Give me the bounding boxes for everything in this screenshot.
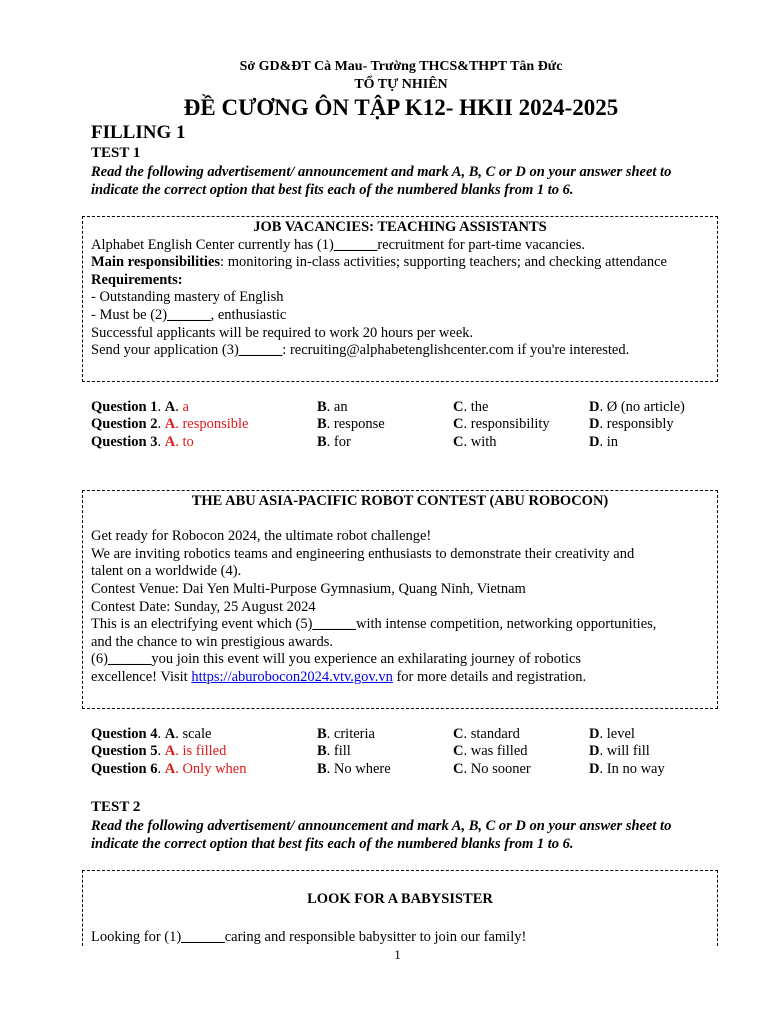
box-line: Send your application (3)______: recruiting@alphabetenglishcenter.com if you're interested. <box>91 342 630 359</box>
questions-4-6 <box>91 726 731 778</box>
box-line: (6)______you join this event will you experience an exhilarating journey of robotics <box>91 651 582 668</box>
box-line: Requirements: <box>91 271 183 288</box>
box-line: Looking for (1)______caring and responsible babysitter to join our family! <box>91 928 527 945</box>
box-line: Alphabet English Center currently has (1)______recruitment for part-time vacancies. <box>91 236 586 253</box>
box-line: This is an electrifying event which (5)______with intense competition, networking opportunities, <box>91 616 657 633</box>
page-number: 1 <box>394 947 401 962</box>
box-line: Contest Date: Sunday, 25 August 2024 <box>91 598 316 615</box>
robocon-box <box>82 490 718 709</box>
question-row: Question 6. A. Only when B. No where C. No sooner D. In no way <box>91 760 665 777</box>
box-title: THE ABU ASIA-PACIFIC ROBOT CONTEST (ABU ROBOCON) <box>191 493 609 509</box>
section-title: FILLING 1 <box>91 122 186 143</box>
box-title: LOOK FOR A BABYSISTER <box>307 891 493 907</box>
registration-link[interactable]: https://aburobocon2024.vtv.gov.vn <box>191 668 393 685</box>
babysitter-box <box>82 870 718 946</box>
box-title: JOB VACANCIES: TEACHING ASSISTANTS <box>253 219 547 235</box>
box-line: - Must be (2)______, enthusiastic <box>91 306 287 323</box>
question-row: Question 4. A. scale B. criteria C. standard D. level <box>91 726 635 742</box>
box-line: excellence! Visit https://aburobocon2024.vtv.gov.vn for more details and registration. <box>91 668 587 685</box>
box-line: talent on a worldwide (4). <box>91 563 242 580</box>
document-title: ĐỀ CƯƠNG ÔN TẬP K12- HKII 2024-2025 <box>183 95 619 120</box>
job-vacancies-box <box>82 216 718 382</box>
test1-instruction: Read the following advertisement/ announcement and mark A, B, C or D on your answer sheet to indicate the correct option that best fits each of the numbered blanks from 1 to 6. <box>91 164 672 198</box>
test2-instruction: Read the following advertisement/ announcement and mark A, B, C or D on your answer sheet to indicate the correct option that best fits each of the numbered blanks from 1 to 6. <box>91 818 672 852</box>
box-line: Contest Venue: Dai Yen Multi-Purpose Gymnasium, Quang Ninh, Vietnam <box>91 580 526 597</box>
school-header: Sở GD&ĐT Cà Mau- Trường THCS&THPT Tân Đức <box>239 59 563 74</box>
question-row: Question 2. A. responsible B. response C. responsibility D. responsibly <box>91 416 674 433</box>
question-row: Question 1. A. a B. an C. the D. Ø (no article) <box>91 399 685 415</box>
box-line: Successful applicants will be required to work 20 hours per week. <box>91 324 474 341</box>
question-row: Question 5. A. is filled B. fill C. was filled D. will fill <box>91 743 650 760</box>
box-line: and the chance to win prestigious awards. <box>91 633 333 650</box>
questions-1-3 <box>91 399 731 451</box>
box-line: We are inviting robotics teams and engineering enthusiasts to demonstrate their creativity and <box>91 545 635 562</box>
department-header: TỔ TỰ NHIÊN <box>354 77 448 92</box>
test2-label: TEST 2 <box>91 799 141 815</box>
test1-label: TEST 1 <box>91 145 141 161</box>
question-row: Question 3. A. to B. for C. with D. in <box>91 433 619 450</box>
box-line: - Outstanding mastery of English <box>91 289 284 306</box>
box-line: Main responsibilities: monitoring in-class activities; supporting teachers; and checking attendance <box>91 254 667 271</box>
box-line: Get ready for Robocon 2024, the ultimate robot challenge! <box>91 528 432 545</box>
